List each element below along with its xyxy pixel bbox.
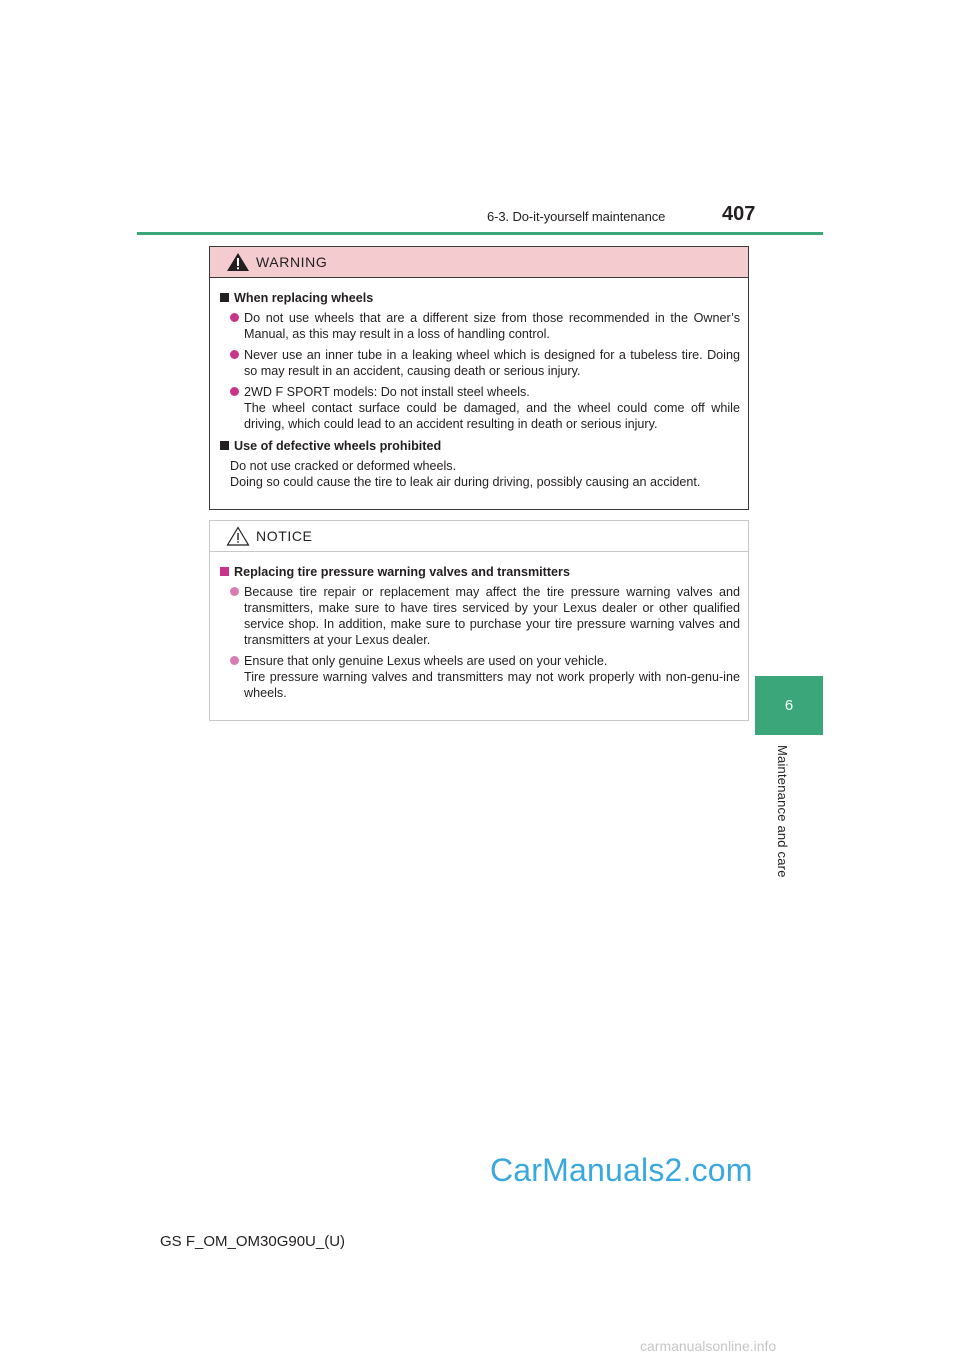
square-bullet-icon (220, 293, 229, 302)
list-item: 2WD F SPORT models: Do not install steel wheels. The wheel contact surface could be damaged, and the wheel could come off while driving, which could lead to an accident resulting in death or serious injury. (220, 384, 740, 432)
list-item: Never use an inner tube in a leaking wheel which is designed for a tubeless tire. Doing so may result in an accident, causing death or serious injury. (220, 347, 740, 379)
notice-body (210, 552, 748, 701)
watermark-logo[interactable]: CarManuals2.com (490, 1152, 753, 1188)
warning-triangle-icon (226, 252, 250, 272)
footer-doc-id: GS F_OM_OM30G90U_(U) (160, 1233, 346, 1250)
warning-text: Do not use cracked or deformed wheels. Doing so could cause the tire to leak air during driving, possibly causing an accident. (230, 459, 701, 489)
notice-triangle-icon (226, 526, 250, 546)
dot-bullet-icon (230, 313, 239, 322)
page-number: 407 (722, 203, 756, 225)
header-rule (137, 232, 823, 235)
list-item: Ensure that only genuine Lexus wheels are used on your vehicle. Tire pressure warning valves and transmitters may not work properly with non-genu-ine wheels. (220, 653, 740, 701)
warning-heading-2: Use of defective wheels prohibited (220, 438, 740, 454)
list-item: Because tire repair or replacement may affect the tire pressure warning valves and transmitters, make sure to have tires serviced by your Lexus dealer or other qualified service shop. In addition, make sure to purchase your tire pressure warning valves and transmitters at your Lexus dealer. (220, 584, 740, 648)
dot-bullet-icon (230, 350, 239, 359)
chapter-number: 6 (784, 697, 794, 714)
notice-title: NOTICE (256, 528, 313, 544)
notice-header (210, 521, 748, 552)
dot-bullet-icon (230, 587, 239, 596)
notice-heading: Replacing tire pressure warning valves and transmitters (220, 564, 740, 580)
dot-bullet-icon (230, 656, 239, 665)
warning-box (209, 246, 749, 510)
warning-title: WARNING (256, 254, 328, 270)
list-item: Do not use wheels that are a different size from those recommended in the Owner’s Manual, as this may result in a loss of handling control. (220, 310, 740, 342)
watermark-url[interactable]: carmanualsonline.info (640, 1338, 777, 1354)
notice-box (209, 520, 749, 721)
chapter-label: Maintenance and care (775, 745, 790, 878)
warning-body (210, 278, 748, 490)
warning-header (210, 247, 748, 278)
square-bullet-icon (220, 567, 229, 576)
dot-bullet-icon (230, 387, 239, 396)
square-bullet-icon (220, 441, 229, 450)
section-title: 6-3. Do-it-yourself maintenance (487, 209, 666, 224)
warning-heading-1: When replacing wheels (220, 290, 740, 306)
chapter-tab[interactable] (755, 676, 823, 735)
